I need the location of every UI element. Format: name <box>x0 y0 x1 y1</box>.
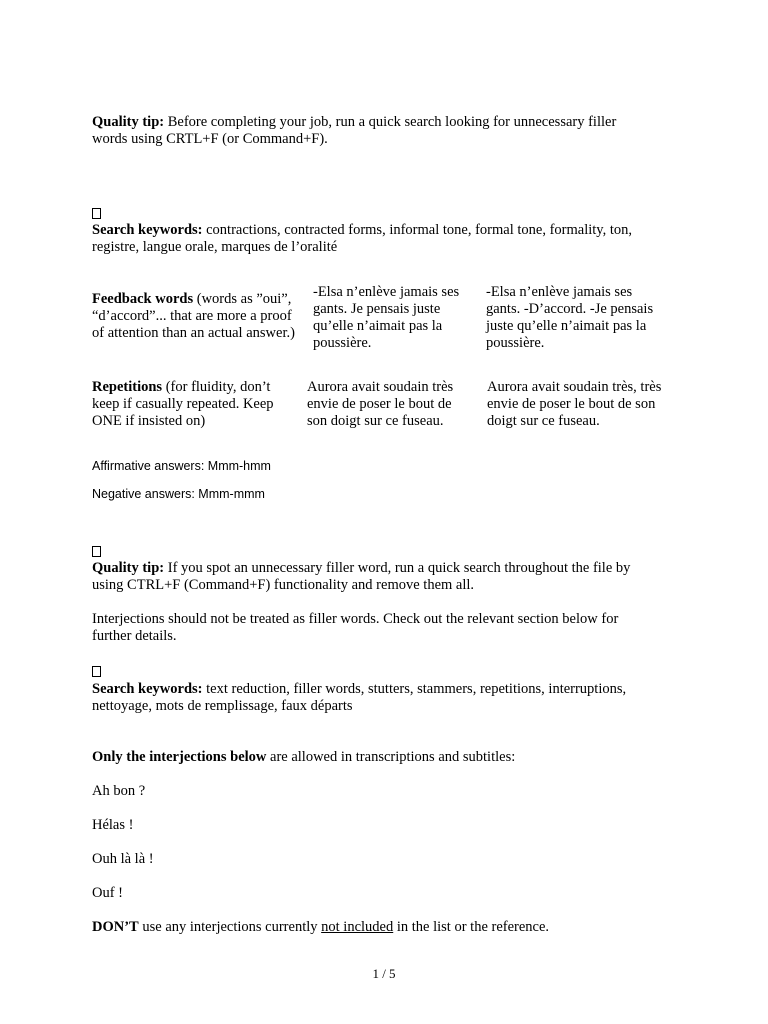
page-number: 1 / 5 <box>372 966 396 981</box>
table-row-2-label: Repetitions (for fluidity, don’t keep if casually repeated. Keep ONE if insisted on) <box>92 379 274 429</box>
table-row-1-example-after: -Elsa n’enlève jamais ses gants. -D’accord. -Je pensais juste qu’elle n’aimait pas la poussière. <box>486 284 654 351</box>
quality-tip-label: Quality tip: <box>92 114 165 130</box>
list-item: Hélas ! <box>92 817 134 833</box>
table-row-1-label: Feedback words (words as ”oui”, “d’accord”... that are more a proof of attention than an actual answer.) <box>92 291 295 341</box>
search-keywords-1: Search keywords: contractions, contracted forms, informal tone, formal tone, formality, ton, registre, langue orale, marques de l’oralité <box>92 222 632 255</box>
quality-tip-1: Quality tip: Before completing your job, run a quick search looking for unnecessary filler words using CRTL+F (or Command+F). <box>92 114 617 147</box>
table-row-2-example-after: Aurora avait soudain très, très envie de poser le bout de son doigt sur ce fuseau. <box>487 379 662 429</box>
search-keywords-2: Search keywords: text reduction, filler words, stutters, stammers, repetitions, interruptions, nettoyage, mots de remplissage, faux départs <box>92 681 627 714</box>
list-item: Ouh là là ! <box>92 851 154 867</box>
search-keywords-label: Search keywords: <box>92 222 203 238</box>
negative-answers: Negative answers: Mmm-mmm <box>92 487 265 501</box>
allowed-interjections-heading: Only the interjections below are allowed in transcriptions and subtitles: <box>92 749 516 765</box>
list-item: Ouf ! <box>92 885 124 901</box>
missing-glyph-icon <box>92 665 101 682</box>
quality-tip-2: Quality tip: If you spot an unnecessary filler word, run a quick search throughout the file by using CTRL+F (Command+F) functionality and remove them all. <box>92 560 631 593</box>
search-keywords-label: Search keywords: <box>92 681 203 697</box>
dont-rule: DON’T use any interjections currently not included in the list or the reference. <box>92 919 550 935</box>
table-row-1-example-before: -Elsa n’enlève jamais ses gants. Je pensais juste qu’elle n’aimait pas la poussière. <box>313 284 460 351</box>
quality-tip-label: Quality tip: <box>92 560 165 576</box>
affirmative-answers: Affirmative answers: Mmm-hmm <box>92 459 271 473</box>
list-item: Ah bon ? <box>92 783 146 799</box>
interjections-note: Interjections should not be treated as filler words. Check out the relevant section below for further details. <box>92 611 619 644</box>
table-row-2-example-before: Aurora avait soudain très envie de poser le bout de son doigt sur ce fuseau. <box>307 379 454 429</box>
